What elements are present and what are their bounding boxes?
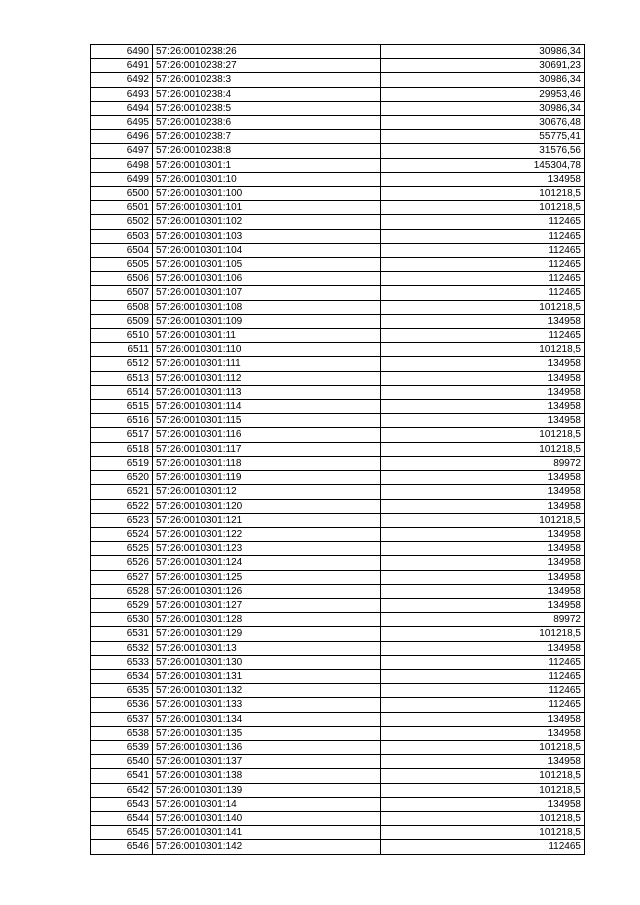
cadastral-number-cell: 57:26:0010238:6 bbox=[153, 116, 381, 130]
cadastral-number-cell: 57:26:0010301:134 bbox=[153, 712, 381, 726]
row-number-cell: 6512 bbox=[91, 357, 153, 371]
table-row bbox=[91, 158, 585, 172]
value-cell: 112465 bbox=[381, 669, 585, 683]
row-number-cell: 6507 bbox=[91, 286, 153, 300]
value-cell: 134958 bbox=[381, 385, 585, 399]
row-number-cell: 6504 bbox=[91, 243, 153, 257]
cadastral-number-cell: 57:26:0010301:132 bbox=[153, 684, 381, 698]
row-number-cell: 6529 bbox=[91, 598, 153, 612]
row-number-cell: 6538 bbox=[91, 726, 153, 740]
cadastral-number-cell: 57:26:0010301:11 bbox=[153, 329, 381, 343]
cadastral-number-cell: 57:26:0010238:4 bbox=[153, 87, 381, 101]
row-number-cell: 6523 bbox=[91, 513, 153, 527]
value-cell: 101218,5 bbox=[381, 826, 585, 840]
table-row bbox=[91, 627, 585, 641]
row-number-cell: 6491 bbox=[91, 59, 153, 73]
value-cell: 30986,34 bbox=[381, 45, 585, 59]
cadastral-number-cell: 57:26:0010238:8 bbox=[153, 144, 381, 158]
cadastral-number-cell: 57:26:0010301:127 bbox=[153, 598, 381, 612]
value-cell: 89972 bbox=[381, 613, 585, 627]
value-cell: 134958 bbox=[381, 755, 585, 769]
value-cell: 101218,5 bbox=[381, 343, 585, 357]
value-cell: 101218,5 bbox=[381, 428, 585, 442]
cadastral-number-cell: 57:26:0010301:142 bbox=[153, 840, 381, 854]
row-number-cell: 6539 bbox=[91, 740, 153, 754]
value-cell: 101218,5 bbox=[381, 783, 585, 797]
cadastral-number-cell: 57:26:0010301:131 bbox=[153, 669, 381, 683]
cadastral-number-cell: 57:26:0010301:124 bbox=[153, 556, 381, 570]
document-page bbox=[90, 44, 584, 855]
row-number-cell: 6534 bbox=[91, 669, 153, 683]
row-number-cell: 6503 bbox=[91, 229, 153, 243]
table-row bbox=[91, 272, 585, 286]
row-number-cell: 6508 bbox=[91, 300, 153, 314]
row-number-cell: 6499 bbox=[91, 172, 153, 186]
table-row bbox=[91, 542, 585, 556]
row-number-cell: 6502 bbox=[91, 215, 153, 229]
table-body bbox=[91, 45, 585, 855]
row-number-cell: 6515 bbox=[91, 400, 153, 414]
row-number-cell: 6498 bbox=[91, 158, 153, 172]
cadastral-number-cell: 57:26:0010301:136 bbox=[153, 740, 381, 754]
table-row bbox=[91, 499, 585, 513]
row-number-cell: 6531 bbox=[91, 627, 153, 641]
value-cell: 31576,56 bbox=[381, 144, 585, 158]
table-row bbox=[91, 357, 585, 371]
table-row bbox=[91, 343, 585, 357]
cadastral-number-cell: 57:26:0010301:110 bbox=[153, 343, 381, 357]
cadastral-number-cell: 57:26:0010301:118 bbox=[153, 456, 381, 470]
row-number-cell: 6490 bbox=[91, 45, 153, 59]
table-row bbox=[91, 45, 585, 59]
cadastral-number-cell: 57:26:0010301:141 bbox=[153, 826, 381, 840]
table-row bbox=[91, 641, 585, 655]
table-row bbox=[91, 385, 585, 399]
value-cell: 112465 bbox=[381, 243, 585, 257]
row-number-cell: 6500 bbox=[91, 187, 153, 201]
cadastral-number-cell: 57:26:0010301:140 bbox=[153, 811, 381, 825]
table-row bbox=[91, 229, 585, 243]
value-cell: 134958 bbox=[381, 584, 585, 598]
row-number-cell: 6545 bbox=[91, 826, 153, 840]
table-row bbox=[91, 485, 585, 499]
value-cell: 134958 bbox=[381, 499, 585, 513]
value-cell: 134958 bbox=[381, 598, 585, 612]
row-number-cell: 6511 bbox=[91, 343, 153, 357]
cadastral-number-cell: 57:26:0010301:105 bbox=[153, 258, 381, 272]
table-row bbox=[91, 286, 585, 300]
table-row bbox=[91, 570, 585, 584]
table-row bbox=[91, 73, 585, 87]
cadastral-number-cell: 57:26:0010301:13 bbox=[153, 641, 381, 655]
cadastral-number-cell: 57:26:0010301:10 bbox=[153, 172, 381, 186]
row-number-cell: 6535 bbox=[91, 684, 153, 698]
cadastral-number-cell: 57:26:0010301:138 bbox=[153, 769, 381, 783]
cadastral-number-cell: 57:26:0010301:119 bbox=[153, 471, 381, 485]
cadastral-number-cell: 57:26:0010301:14 bbox=[153, 797, 381, 811]
value-cell: 55775,41 bbox=[381, 130, 585, 144]
cadastral-number-cell: 57:26:0010301:104 bbox=[153, 243, 381, 257]
row-number-cell: 6528 bbox=[91, 584, 153, 598]
value-cell: 101218,5 bbox=[381, 740, 585, 754]
cadastral-number-cell: 57:26:0010301:112 bbox=[153, 371, 381, 385]
cadastral-number-cell: 57:26:0010301:108 bbox=[153, 300, 381, 314]
row-number-cell: 6520 bbox=[91, 471, 153, 485]
value-cell: 112465 bbox=[381, 286, 585, 300]
row-number-cell: 6516 bbox=[91, 414, 153, 428]
row-number-cell: 6494 bbox=[91, 101, 153, 115]
table-row bbox=[91, 783, 585, 797]
table-row bbox=[91, 712, 585, 726]
value-cell: 30691,23 bbox=[381, 59, 585, 73]
value-cell: 112465 bbox=[381, 329, 585, 343]
row-number-cell: 6493 bbox=[91, 87, 153, 101]
value-cell: 145304,78 bbox=[381, 158, 585, 172]
cadastral-number-cell: 57:26:0010301:126 bbox=[153, 584, 381, 598]
table-row bbox=[91, 428, 585, 442]
cadastral-number-cell: 57:26:0010301:137 bbox=[153, 755, 381, 769]
cadastral-number-cell: 57:26:0010301:1 bbox=[153, 158, 381, 172]
value-cell: 134958 bbox=[381, 797, 585, 811]
row-number-cell: 6541 bbox=[91, 769, 153, 783]
row-number-cell: 6524 bbox=[91, 527, 153, 541]
cadastral-number-cell: 57:26:0010301:111 bbox=[153, 357, 381, 371]
cadastral-value-table bbox=[90, 44, 585, 855]
value-cell: 112465 bbox=[381, 229, 585, 243]
table-row bbox=[91, 314, 585, 328]
value-cell: 134958 bbox=[381, 471, 585, 485]
cadastral-number-cell: 57:26:0010301:115 bbox=[153, 414, 381, 428]
table-row bbox=[91, 101, 585, 115]
value-cell: 89972 bbox=[381, 456, 585, 470]
value-cell: 30676,48 bbox=[381, 116, 585, 130]
table-row bbox=[91, 527, 585, 541]
table-row bbox=[91, 726, 585, 740]
row-number-cell: 6536 bbox=[91, 698, 153, 712]
value-cell: 134958 bbox=[381, 414, 585, 428]
cadastral-number-cell: 57:26:0010301:125 bbox=[153, 570, 381, 584]
cadastral-number-cell: 57:26:0010301:109 bbox=[153, 314, 381, 328]
value-cell: 134958 bbox=[381, 314, 585, 328]
row-number-cell: 6546 bbox=[91, 840, 153, 854]
cadastral-number-cell: 57:26:0010301:128 bbox=[153, 613, 381, 627]
value-cell: 101218,5 bbox=[381, 513, 585, 527]
row-number-cell: 6510 bbox=[91, 329, 153, 343]
table-row bbox=[91, 258, 585, 272]
table-row bbox=[91, 172, 585, 186]
value-cell: 112465 bbox=[381, 684, 585, 698]
value-cell: 134958 bbox=[381, 570, 585, 584]
table-row bbox=[91, 513, 585, 527]
cadastral-number-cell: 57:26:0010238:27 bbox=[153, 59, 381, 73]
table-row bbox=[91, 471, 585, 485]
table-row bbox=[91, 740, 585, 754]
table-row bbox=[91, 442, 585, 456]
row-number-cell: 6496 bbox=[91, 130, 153, 144]
value-cell: 134958 bbox=[381, 527, 585, 541]
row-number-cell: 6513 bbox=[91, 371, 153, 385]
row-number-cell: 6492 bbox=[91, 73, 153, 87]
row-number-cell: 6497 bbox=[91, 144, 153, 158]
row-number-cell: 6533 bbox=[91, 655, 153, 669]
cadastral-number-cell: 57:26:0010301:100 bbox=[153, 187, 381, 201]
cadastral-number-cell: 57:26:0010238:26 bbox=[153, 45, 381, 59]
cadastral-number-cell: 57:26:0010301:117 bbox=[153, 442, 381, 456]
cadastral-number-cell: 57:26:0010238:3 bbox=[153, 73, 381, 87]
value-cell: 30986,34 bbox=[381, 73, 585, 87]
table-row bbox=[91, 556, 585, 570]
value-cell: 101218,5 bbox=[381, 300, 585, 314]
row-number-cell: 6530 bbox=[91, 613, 153, 627]
row-number-cell: 6509 bbox=[91, 314, 153, 328]
cadastral-number-cell: 57:26:0010301:133 bbox=[153, 698, 381, 712]
cadastral-number-cell: 57:26:0010301:139 bbox=[153, 783, 381, 797]
cadastral-number-cell: 57:26:0010301:102 bbox=[153, 215, 381, 229]
row-number-cell: 6506 bbox=[91, 272, 153, 286]
table-row bbox=[91, 669, 585, 683]
cadastral-number-cell: 57:26:0010301:113 bbox=[153, 385, 381, 399]
value-cell: 112465 bbox=[381, 215, 585, 229]
cadastral-number-cell: 57:26:0010301:130 bbox=[153, 655, 381, 669]
cadastral-number-cell: 57:26:0010301:101 bbox=[153, 201, 381, 215]
cadastral-number-cell: 57:26:0010301:120 bbox=[153, 499, 381, 513]
row-number-cell: 6517 bbox=[91, 428, 153, 442]
row-number-cell: 6514 bbox=[91, 385, 153, 399]
value-cell: 134958 bbox=[381, 400, 585, 414]
table-row bbox=[91, 755, 585, 769]
table-row bbox=[91, 130, 585, 144]
value-cell: 134958 bbox=[381, 641, 585, 655]
row-number-cell: 6527 bbox=[91, 570, 153, 584]
table-row bbox=[91, 584, 585, 598]
value-cell: 112465 bbox=[381, 258, 585, 272]
row-number-cell: 6501 bbox=[91, 201, 153, 215]
table-row bbox=[91, 414, 585, 428]
table-row bbox=[91, 456, 585, 470]
table-row bbox=[91, 300, 585, 314]
cadastral-number-cell: 57:26:0010301:114 bbox=[153, 400, 381, 414]
value-cell: 134958 bbox=[381, 726, 585, 740]
cadastral-number-cell: 57:26:0010301:121 bbox=[153, 513, 381, 527]
cadastral-number-cell: 57:26:0010301:106 bbox=[153, 272, 381, 286]
table-row bbox=[91, 371, 585, 385]
table-row bbox=[91, 215, 585, 229]
cadastral-number-cell: 57:26:0010301:135 bbox=[153, 726, 381, 740]
table-row bbox=[91, 797, 585, 811]
table-row bbox=[91, 655, 585, 669]
cadastral-number-cell: 57:26:0010238:5 bbox=[153, 101, 381, 115]
value-cell: 101218,5 bbox=[381, 442, 585, 456]
cadastral-number-cell: 57:26:0010301:116 bbox=[153, 428, 381, 442]
table-row bbox=[91, 598, 585, 612]
row-number-cell: 6495 bbox=[91, 116, 153, 130]
row-number-cell: 6540 bbox=[91, 755, 153, 769]
value-cell: 134958 bbox=[381, 371, 585, 385]
table-row bbox=[91, 840, 585, 854]
row-number-cell: 6542 bbox=[91, 783, 153, 797]
row-number-cell: 6505 bbox=[91, 258, 153, 272]
value-cell: 134958 bbox=[381, 712, 585, 726]
row-number-cell: 6537 bbox=[91, 712, 153, 726]
value-cell: 134958 bbox=[381, 172, 585, 186]
row-number-cell: 6522 bbox=[91, 499, 153, 513]
row-number-cell: 6518 bbox=[91, 442, 153, 456]
value-cell: 101218,5 bbox=[381, 627, 585, 641]
row-number-cell: 6532 bbox=[91, 641, 153, 655]
value-cell: 112465 bbox=[381, 840, 585, 854]
value-cell: 101218,5 bbox=[381, 201, 585, 215]
row-number-cell: 6525 bbox=[91, 542, 153, 556]
value-cell: 29953,46 bbox=[381, 87, 585, 101]
row-number-cell: 6544 bbox=[91, 811, 153, 825]
cadastral-number-cell: 57:26:0010301:122 bbox=[153, 527, 381, 541]
table-row bbox=[91, 698, 585, 712]
cadastral-number-cell: 57:26:0010301:12 bbox=[153, 485, 381, 499]
value-cell: 101218,5 bbox=[381, 187, 585, 201]
value-cell: 134958 bbox=[381, 357, 585, 371]
value-cell: 134958 bbox=[381, 485, 585, 499]
table-row bbox=[91, 243, 585, 257]
table-row bbox=[91, 769, 585, 783]
value-cell: 101218,5 bbox=[381, 769, 585, 783]
value-cell: 30986,34 bbox=[381, 101, 585, 115]
row-number-cell: 6543 bbox=[91, 797, 153, 811]
value-cell: 112465 bbox=[381, 655, 585, 669]
value-cell: 112465 bbox=[381, 272, 585, 286]
table-row bbox=[91, 144, 585, 158]
table-row bbox=[91, 201, 585, 215]
cadastral-number-cell: 57:26:0010238:7 bbox=[153, 130, 381, 144]
cadastral-number-cell: 57:26:0010301:129 bbox=[153, 627, 381, 641]
cadastral-number-cell: 57:26:0010301:123 bbox=[153, 542, 381, 556]
value-cell: 101218,5 bbox=[381, 811, 585, 825]
table-row bbox=[91, 400, 585, 414]
table-row bbox=[91, 826, 585, 840]
value-cell: 112465 bbox=[381, 698, 585, 712]
row-number-cell: 6519 bbox=[91, 456, 153, 470]
value-cell: 134958 bbox=[381, 542, 585, 556]
table-row bbox=[91, 87, 585, 101]
table-row bbox=[91, 329, 585, 343]
value-cell: 134958 bbox=[381, 556, 585, 570]
table-row bbox=[91, 684, 585, 698]
row-number-cell: 6521 bbox=[91, 485, 153, 499]
table-row bbox=[91, 59, 585, 73]
cadastral-number-cell: 57:26:0010301:103 bbox=[153, 229, 381, 243]
table-row bbox=[91, 187, 585, 201]
table-row bbox=[91, 116, 585, 130]
row-number-cell: 6526 bbox=[91, 556, 153, 570]
cadastral-number-cell: 57:26:0010301:107 bbox=[153, 286, 381, 300]
table-row bbox=[91, 811, 585, 825]
table-row bbox=[91, 613, 585, 627]
